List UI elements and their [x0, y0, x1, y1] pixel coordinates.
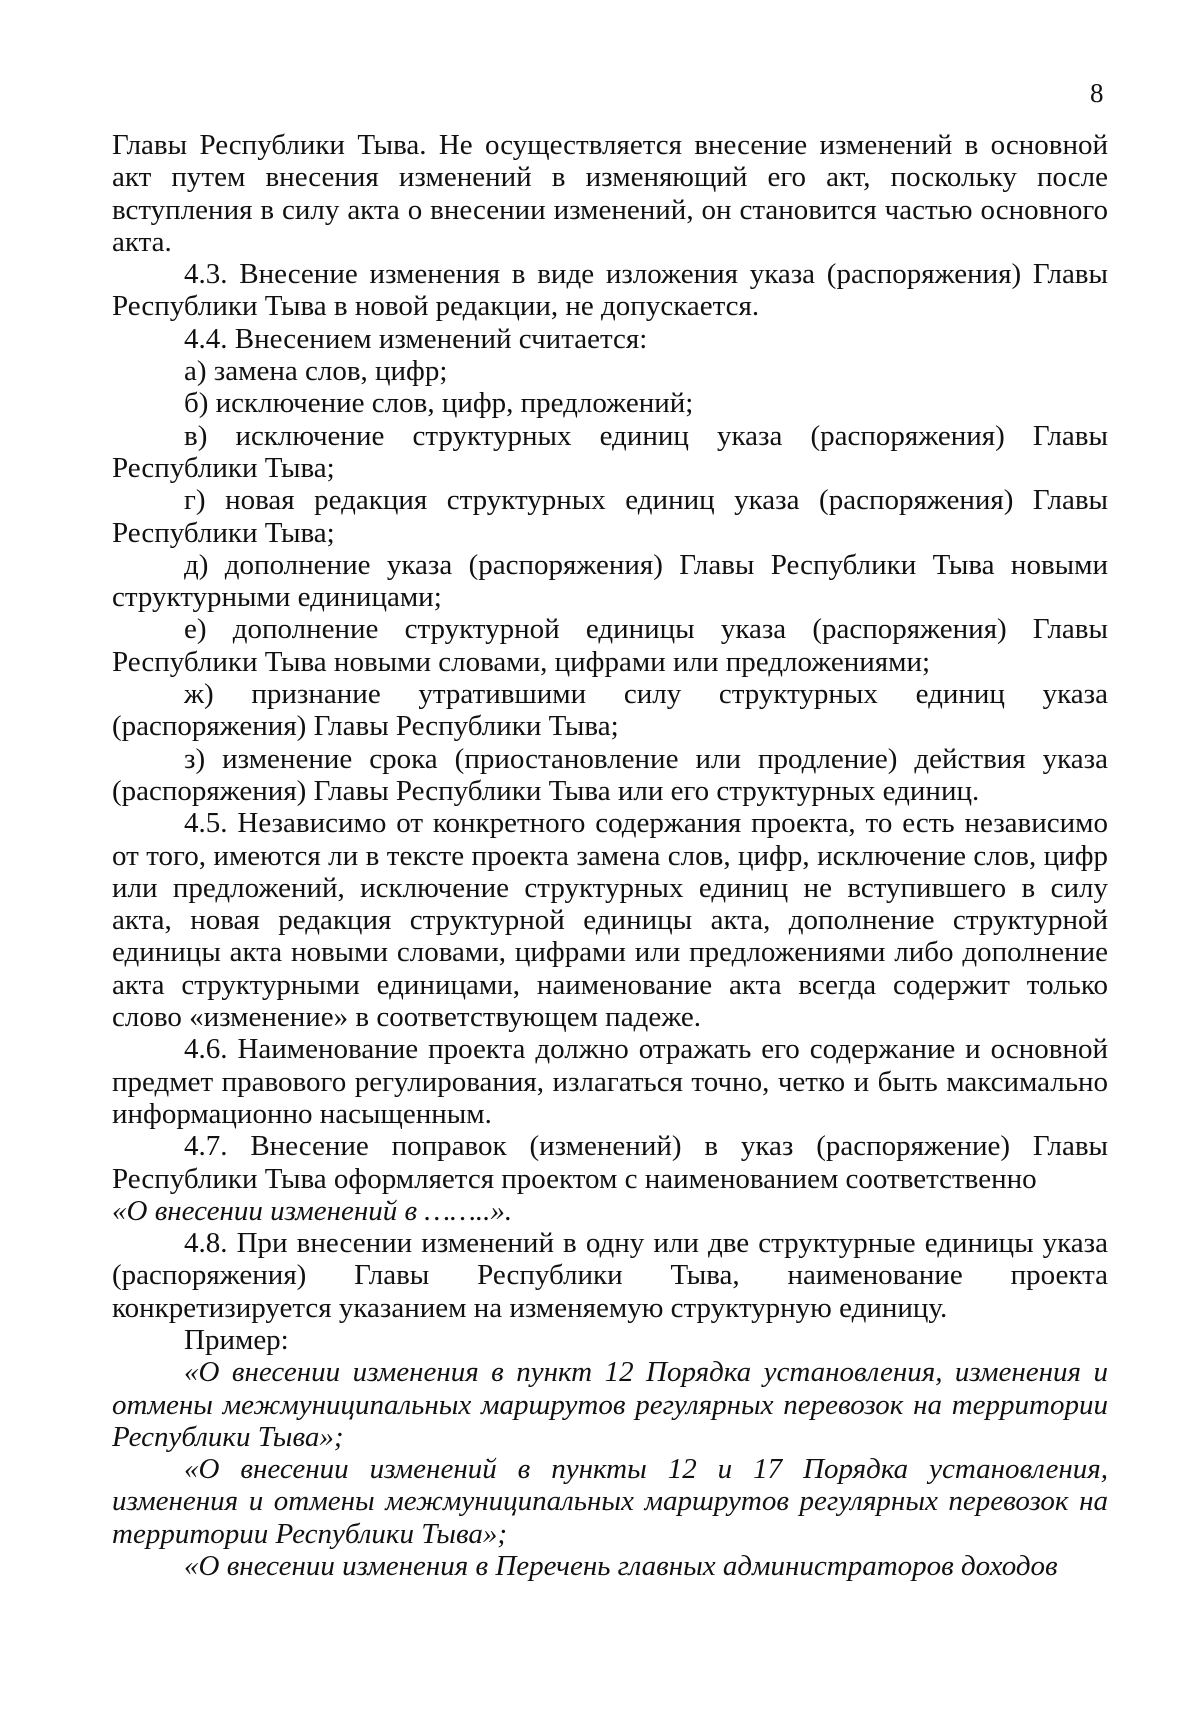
paragraph-4-6: 4.6. Наименование проекта должно отражать его содержание и основной предмет правового регулирования, излагаться точно, четко и быть максимально информационно насыщенным. — [112, 1033, 1108, 1130]
paragraph-4-4: 4.4. Внесением изменений считается: — [184, 322, 648, 355]
list-item-e: е) дополнение структурной единицы указа (распоряжения) Главы Республики Тыва новыми словами, цифрами или предложениями; — [112, 613, 1108, 678]
example-1: «О внесении изменения в пункт 12 Порядка установления, изменения и отмены межмуниципальных маршрутов регулярных перевозок на территории Республики Тыва»; — [112, 1356, 1108, 1453]
example-3: «О внесении изменения в Перечень главных администраторов доходов — [184, 1550, 1058, 1583]
paragraph-4-3: 4.3. Внесение изменения в виде изложения указа (распоряжения) Главы Республики Тыва в новой редакции, не допускается. — [112, 258, 1108, 323]
example-2: «О внесении изменений в пункты 12 и 17 Порядка установления, изменения и отмены межмуниципальных маршрутов регулярных перевозок на территории Республики Тыва»; — [112, 1453, 1108, 1550]
paragraph-continuation: Главы Республики Тыва. Не осуществляется внесение изменений в основной акт путем внесения изменений в изменяющий его акт, поскольку после вступления в силу акта о внесении изменений, он становится частью основного акта. — [112, 129, 1108, 258]
list-item-v: в) исключение структурных единиц указа (распоряжения) Главы Республики Тыва; — [112, 419, 1108, 484]
list-item-d: д) дополнение указа (распоряжения) Главы Республики Тыва новыми структурными единицами; — [112, 548, 1108, 614]
paragraph-4-7-title-template: «О внесении изменений в ……..». — [112, 1194, 513, 1227]
paragraph-4-5: 4.5. Независимо от конкретного содержания проекта, то есть независимо от того, имеются ли в тексте проекта замена слов, цифр, исключение слов, цифр или предложений, исключение структурных единиц не вступившего в силу акта, новая редакция структурной единицы акта, дополнение структурной единицы акта новыми словами, цифрами или предложениями либо дополнение акта структурными единицами, наименование акта всегда содержит только слово «изменение» в соответствующем падеже. — [112, 807, 1108, 1034]
paragraph-4-7: 4.7. Внесение поправок (изменений) в указ (распоряжение) Главы Республики Тыва оформляется проектом с наименованием соответственно — [112, 1130, 1108, 1195]
list-item-z: з) изменение срока (приостановление или продление) действия указа (распоряжения) Главы Республики Тыва или его структурных единиц. — [112, 742, 1108, 807]
list-item-a: а) замена слов, цифр; — [184, 355, 448, 388]
document-body — [112, 129, 1108, 1582]
list-item-zh: ж) признание утратившими силу структурных единиц указа (распоряжения) Главы Республики Тыва; — [112, 678, 1108, 743]
example-heading: Пример: — [184, 1323, 289, 1356]
list-item-b: б) исключение слов, цифр, предложений; — [184, 387, 694, 420]
page-number: 8 — [1090, 78, 1104, 108]
paragraph-4-8: 4.8. При внесении изменений в одну или две структурные единицы указа (распоряжения) Главы Республики Тыва, наименование проекта конкретизируется указанием на изменяемую структурную единицу. — [112, 1227, 1108, 1324]
list-item-g: г) новая редакция структурных единиц указа (распоряжения) Главы Республики Тыва; — [112, 484, 1108, 549]
